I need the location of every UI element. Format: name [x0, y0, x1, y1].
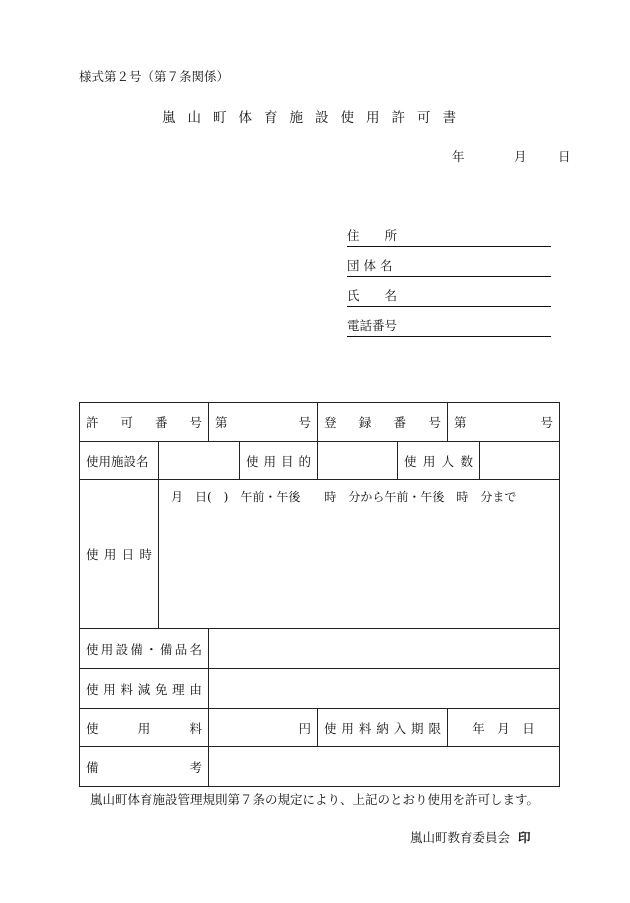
datetime-cell[interactable]: 月 日( ) 午前・午後 時 分から午前・午後 時 分まで: [159, 480, 560, 629]
date-year: 年: [452, 149, 465, 164]
phone-label: 電話番号: [347, 318, 398, 333]
permit-table: [79, 402, 560, 787]
table-row: [80, 747, 560, 787]
form-number: 様式第２号（第７条関係）: [79, 69, 230, 84]
deadline-label: 使 用 料 納 入 期 限: [318, 709, 448, 747]
table-row: [80, 442, 560, 480]
date-day: 日: [557, 149, 571, 164]
permit-number-cell[interactable]: 第 号: [209, 403, 318, 442]
table-row: [80, 403, 560, 442]
date-month: 月: [513, 149, 527, 164]
equipment-label: 使 用 設 備 ・ 備 品 名: [80, 629, 209, 669]
reduction-label: 使 用 料 減 免 理 由: [80, 669, 209, 709]
name-label: 氏 名: [347, 288, 398, 303]
fee-cell[interactable]: 円: [209, 709, 318, 747]
permit-number-label: 許 可 番 号: [80, 403, 209, 442]
table-row: [80, 669, 560, 709]
org-name-label: 団 体 名: [347, 258, 393, 273]
seal-mark: 印: [518, 830, 531, 845]
org-name-field[interactable]: [347, 258, 551, 277]
table-row: [80, 629, 560, 669]
registration-number-cell[interactable]: 第 号: [448, 403, 560, 442]
address-field[interactable]: [347, 228, 551, 247]
registration-number-label: 登 録 番 号: [318, 403, 448, 442]
permission-note: 嵐山町体育施設管理規則第７条の規定により、上記のとおり使用を許可します。: [90, 792, 540, 807]
people-label: 使 用 人 数: [398, 442, 480, 480]
address-label: 住 所: [347, 228, 398, 243]
fee-label: 使 用 料: [80, 709, 209, 747]
people-cell[interactable]: [480, 442, 560, 480]
issuer: [410, 828, 531, 846]
issue-date: [452, 147, 570, 165]
facility-cell[interactable]: [159, 442, 240, 480]
table-row: [80, 709, 560, 747]
equipment-cell[interactable]: [209, 629, 560, 669]
datetime-label: 使 用 日 時: [80, 480, 159, 629]
name-field[interactable]: [347, 288, 551, 307]
deadline-cell[interactable]: 年 月 日: [448, 709, 560, 747]
purpose-cell[interactable]: [318, 442, 398, 480]
reduction-cell[interactable]: [209, 669, 560, 709]
remarks-label: 備 考: [80, 747, 209, 787]
phone-field[interactable]: [347, 318, 551, 337]
issuer-name: 嵐山町教育委員会: [410, 830, 511, 845]
table-row: [80, 480, 560, 629]
purpose-label: 使 用 目 的: [240, 442, 318, 480]
remarks-cell[interactable]: [209, 747, 560, 787]
facility-label: 使用施設名: [80, 442, 159, 480]
document-title: 嵐山町体育施設使用許可書: [162, 110, 468, 126]
